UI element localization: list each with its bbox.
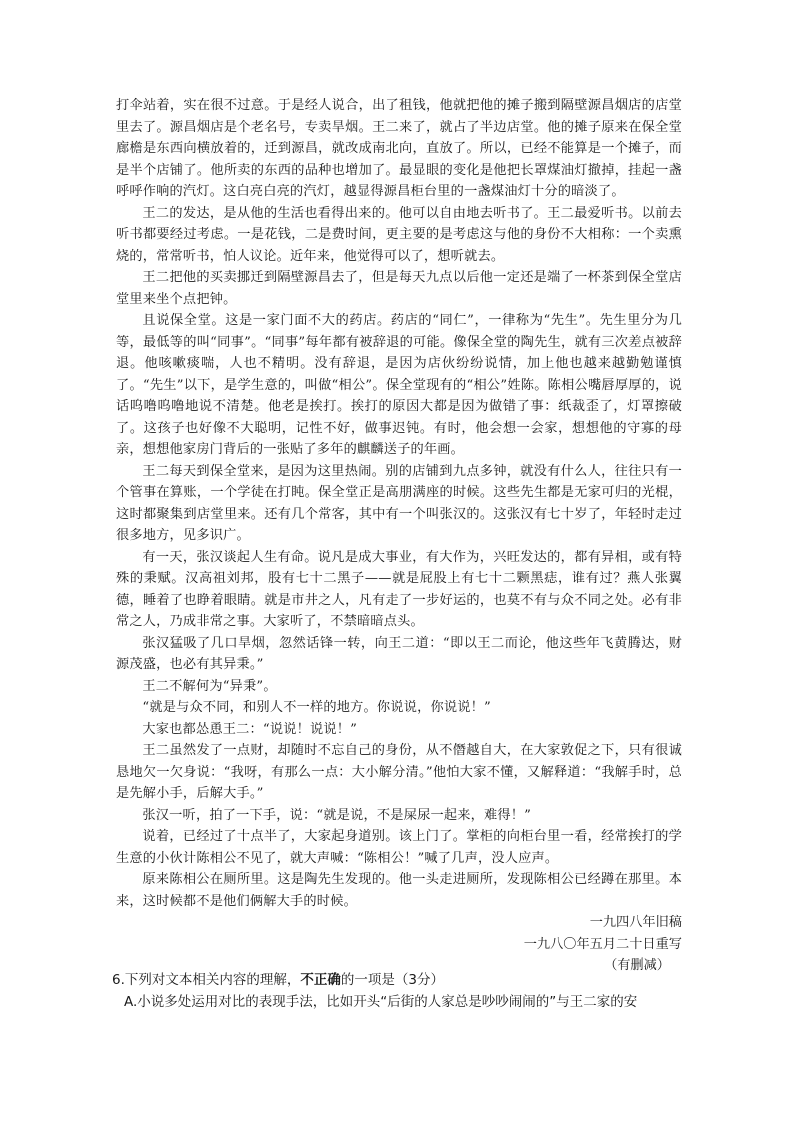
paragraph: 说着，已经过了十点半了，大家起身道别。该上门了。掌柜的向柜台里一看，经常挨打的学生意的小伙计陈相公不见了，就大声喊：“陈相公！”喊了几声，没人应声。	[116, 829, 682, 866]
date-original: 一九四八年旧稿	[589, 915, 682, 930]
paragraph: 张汉猛吸了几口旱烟，忽然话锋一转，向王二道：“即以王二而论，他这些年飞黄腾达，财源茂盛，也必有其异秉。”	[116, 635, 682, 672]
story-text	[116, 95, 682, 977]
paragraph: 有一天，张汉谈起人生有命。说凡是成大事业，有大作为，兴旺发达的，都有异相，或有特殊的秉赋。汉高祖刘邦，股有七十二黑子——就是屁股上有七十二颗黑痣，谁有过？燕人张翼德，睡着了也睁着眼睛。就是市井之人，凡有走了一步好运的，也莫不有与众不同之处。必有非常之人，乃成非常之事。大家听了，不禁暗暗点头。	[116, 549, 682, 629]
question-stem-start: 6.下列对文本相关内容的理解，	[112, 972, 301, 988]
paragraph: 王二不解何为“异秉”。	[142, 678, 277, 694]
paragraph: 王二的发达，是从他的生活也看得出来的。他可以自由地去听书了。王二最爱听书。以前去听书都要经过考虑。一是花钱，二是费时间，更主要的是考虑这与他的身份不大相称：一个卖熏烧的，常常听书，怕人议论。近年来，他觉得可以了，想听就去。	[116, 205, 682, 264]
paragraph: 王二每天到保全堂来，是因为这里热闹。别的店铺到九点多钟，就没有什么人，往往只有一个管事在算账，一个学徒在打盹。保全堂正是高朋满座的时候。这些先生都是无家可归的光棍，这时都聚集到店堂里来。还有几个常客，其中有一个叫张汉的。这张汉有七十岁了，年轻时走过很多地方，见多识广。	[116, 463, 682, 543]
paragraph: 且说保全堂。这是一家门面不大的药店。药店的“同仁”，一律称为“先生”。先生里分为几等，最低等的叫“同事”。“同事”每年都有被辞退的可能。像保全堂的陶先生，就有三次差点被辞退。他咳嗽痰喘，人也不精明。没有辞退，是因为店伙纷纷说情，加上他也越来越勤勉谨慎了。“先生”以下，是学生意的，叫做“相公”。保全堂现有的“相公”姓陈。陈相公嘴唇厚厚的，说话呜噜呜噜地说不清楚。他老是挨打。挨打的原因大都是因为做错了事：纸裁歪了，灯罩擦破了。这孩子也好像不大聪明，记性不好，做事迟钝。有时，他会想一会家，想想他的守寡的母亲，想想他家房门背后的一张贴了多年的麒麟送子的年画。	[116, 313, 682, 457]
question-emphasis: 不正确	[300, 972, 341, 988]
paragraph: 王二把他的买卖挪迁到隔壁源昌去了，但是每天九点以后他一定还是端了一杯茶到保全堂店堂里来坐个点把钟。	[116, 270, 682, 307]
paragraph: 原来陈相公在厕所里。这是陶先生发现的。他一头走进厕所，发现陈相公已经蹲在那里。本来，这时候都不是他们俩解大手的时候。	[116, 872, 682, 909]
paragraph: 打伞站着，实在很不过意。于是经人说合，出了租钱，他就把他的摊子搬到隔壁源昌烟店的店堂里去了。源昌烟店是个老名号，专卖旱烟。王二来了，就占了半边店堂。他的摊子原来在保全堂廊檐是东西向横放着的，迁到源昌，就改成南北向，直放了。所以，已经不能算是一个摊子，而是半个店铺了。他所卖的东西的品种也增加了。最显眼的变化是他把长罩煤油灯撤掉，挂起一盏呼呼作响的汽灯。这白亮白亮的汽灯，越显得源昌柜台里的一盏煤油灯十分的暗淡了。	[116, 98, 682, 199]
question-stem	[112, 969, 684, 991]
paragraph: “就是与众不同，和别人不一样的地方。你说说，你说说！”	[142, 700, 491, 715]
option-a: A.小说多处运用对比的表现手法，比如开头“后街的人家总是吵吵闹闹的”与王二家的安	[124, 994, 638, 1010]
paragraph: 大家也都怂恿王二：“说说！说说！”	[142, 721, 358, 737]
question-block	[112, 969, 684, 1013]
question-stem-end: 的一项是（3分）	[340, 972, 444, 988]
paragraph: 张汉一听，拍了一下手，说：“就是说，不是屎尿一起来，难得！”	[142, 807, 532, 823]
paragraph: 王二虽然发了一点财，却随时不忘自己的身份，从不僭越自大，在大家敦促之下，只有很诚恳地欠一欠身说：“我呀，有那么一点：大小解分清。”他怕大家不懂，又解释道：“我解手时，总是先解小手，后解大手。”	[116, 743, 682, 801]
date-rewritten: 一九八〇年五月二十日重写	[523, 936, 682, 952]
abridged-note: （有删减）	[604, 958, 670, 973]
